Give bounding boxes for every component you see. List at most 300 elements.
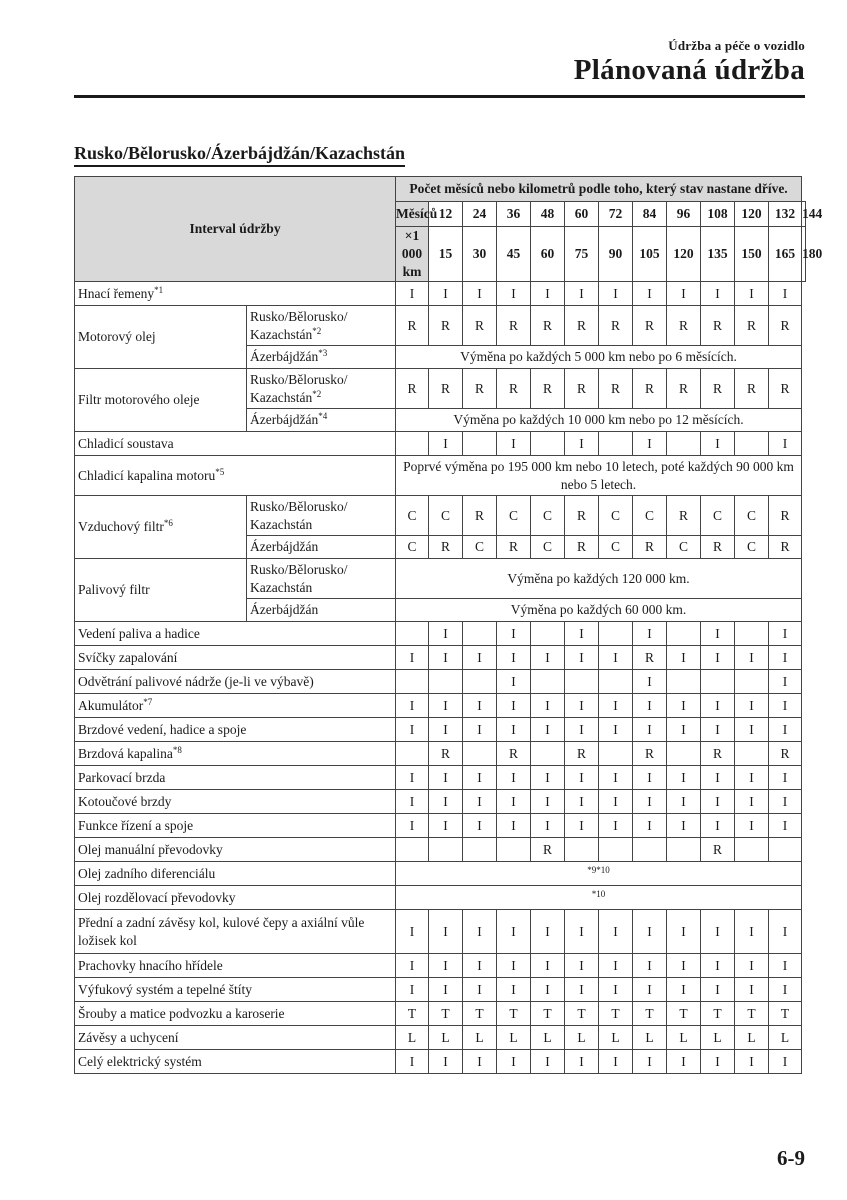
- schedule-cell: [565, 838, 599, 862]
- schedule-cell-text: C: [610, 539, 620, 554]
- schedule-cell-text: R: [407, 317, 417, 333]
- schedule-cell: [531, 954, 565, 978]
- schedule-cell: [701, 1002, 735, 1026]
- schedule-cell: [497, 978, 531, 1002]
- km-label: [396, 227, 429, 282]
- months-label-text: Měsíců: [396, 206, 438, 221]
- schedule-cell-text: I: [715, 817, 720, 833]
- schedule-cell: [633, 369, 667, 409]
- schedule-cell: [735, 718, 769, 742]
- km-header-text: 120: [673, 246, 694, 261]
- km-header: [497, 227, 531, 282]
- schedule-cell: [497, 742, 531, 766]
- schedule-cell-text: I: [579, 285, 584, 301]
- schedule-cell: [497, 646, 531, 670]
- schedule-cell: [463, 790, 497, 814]
- km-header-text: 105: [639, 246, 660, 261]
- schedule-cell: [633, 742, 667, 766]
- schedule-cell-text: I: [749, 817, 754, 833]
- schedule-cell: [429, 622, 463, 646]
- schedule-cell-text: I: [579, 649, 584, 665]
- schedule-cell-text: I: [443, 957, 448, 973]
- schedule-cell-text: I: [409, 769, 415, 785]
- schedule-cell: [531, 622, 565, 646]
- schedule-cell-text: I: [443, 923, 448, 939]
- schedule-cell: [769, 742, 802, 766]
- region-label-text: Rusko/Bělorusko/ Kazachstán: [250, 308, 348, 342]
- schedule-cell-text: I: [715, 721, 720, 737]
- region-label: [247, 599, 396, 622]
- schedule-cell: [599, 910, 633, 954]
- schedule-cell: [633, 646, 667, 670]
- schedule-cell-text: I: [715, 957, 720, 973]
- schedule-cell-text: I: [749, 793, 754, 809]
- schedule-cell: [396, 742, 429, 766]
- schedule-cell: [429, 694, 463, 718]
- schedule-cell-text: I: [579, 721, 584, 737]
- schedule-cell-text: I: [579, 625, 584, 641]
- schedule-cell: [396, 790, 429, 814]
- item-label: [75, 1002, 396, 1026]
- table-row: [75, 814, 806, 838]
- km-header: [565, 227, 599, 282]
- schedule-cell: [599, 622, 633, 646]
- schedule-cell-text: I: [681, 1053, 686, 1069]
- schedule-cell-text: I: [443, 981, 448, 997]
- schedule-cell: [429, 742, 463, 766]
- schedule-cell: [429, 814, 463, 838]
- schedule-cell: [429, 910, 463, 954]
- schedule-cell-text: I: [715, 285, 720, 301]
- schedule-cell-text: I: [715, 697, 720, 713]
- month-header-text: 96: [676, 206, 691, 221]
- table-row: [75, 742, 806, 766]
- schedule-cell: [667, 306, 701, 346]
- month-header: [531, 202, 565, 227]
- km-header-text: 180: [802, 246, 823, 261]
- schedule-cell: [599, 790, 633, 814]
- schedule-cell-text: L: [611, 1029, 620, 1045]
- schedule-cell-text: I: [579, 957, 584, 973]
- schedule-cell: [735, 838, 769, 862]
- schedule-cell: [429, 766, 463, 790]
- schedule-cell: [667, 814, 701, 838]
- table-row: [75, 1002, 806, 1026]
- item-label: [75, 838, 396, 862]
- item-label: [75, 1026, 396, 1050]
- schedule-cell: [429, 369, 463, 409]
- schedule-cell-text: T: [611, 1005, 620, 1021]
- schedule-cell: [769, 814, 802, 838]
- schedule-cell: [531, 814, 565, 838]
- schedule-cell-text: I: [782, 769, 788, 785]
- km-header-text: 165: [774, 246, 796, 261]
- schedule-cell-text: I: [409, 697, 415, 713]
- schedule-cell: [497, 432, 531, 456]
- item-label: [75, 622, 396, 646]
- schedule-cell-text: I: [749, 923, 754, 939]
- schedule-cell-text: I: [511, 793, 516, 809]
- schedule-cell-text: I: [477, 817, 482, 833]
- schedule-cell-text: I: [647, 673, 652, 689]
- schedule-cell-text: I: [681, 769, 686, 785]
- item-label: [75, 910, 396, 954]
- schedule-cell-text: I: [647, 793, 652, 809]
- schedule-cell-text: C: [712, 507, 722, 523]
- region-label: [247, 536, 396, 559]
- schedule-cell: [463, 814, 497, 838]
- table-row: [75, 282, 806, 306]
- schedule-cell-text: I: [613, 923, 618, 939]
- region-label-text: Ázerbájdžán: [250, 602, 319, 617]
- schedule-cell: [633, 1026, 667, 1050]
- schedule-cell: [701, 954, 735, 978]
- schedule-cell: [396, 646, 429, 670]
- schedule-cell-text: R: [508, 539, 518, 554]
- schedule-cell: [633, 282, 667, 306]
- item-label: [75, 694, 396, 718]
- schedule-cell: [531, 369, 565, 409]
- schedule-cell: [429, 282, 463, 306]
- schedule-cell: [701, 496, 735, 536]
- table-row: [75, 718, 806, 742]
- schedule-cell: [633, 536, 667, 559]
- table-row: [75, 177, 806, 202]
- schedule-cell: [531, 306, 565, 346]
- month-header: [735, 202, 769, 227]
- km-header-text: 15: [438, 246, 453, 261]
- schedule-cell: [531, 978, 565, 1002]
- schedule-cell-text: I: [443, 1053, 448, 1069]
- schedule-cell: [701, 1050, 735, 1074]
- schedule-cell: [565, 694, 599, 718]
- schedule-cell: [531, 766, 565, 790]
- schedule-cell-text: I: [545, 697, 550, 713]
- schedule-cell-text: I: [511, 769, 516, 785]
- schedule-cell: [667, 369, 701, 409]
- schedule-cell: [565, 282, 599, 306]
- schedule-cell-text: I: [545, 769, 550, 785]
- item-label: [75, 369, 247, 432]
- schedule-cell-text: I: [647, 435, 652, 451]
- schedule-cell: [463, 1026, 497, 1050]
- schedule-cell: [701, 432, 735, 456]
- schedule-cell: [463, 1050, 497, 1074]
- schedule-cell: [633, 766, 667, 790]
- schedule-cell: [769, 718, 802, 742]
- schedule-cell-text: I: [579, 1053, 584, 1069]
- schedule-cell: [565, 306, 599, 346]
- schedule-cell: [463, 742, 497, 766]
- chapter-title: Údržba a péče o vozidlo: [668, 38, 805, 53]
- item-label: [75, 1050, 396, 1074]
- schedule-cell: [463, 646, 497, 670]
- schedule-cell: [497, 1050, 531, 1074]
- schedule-cell-text: R: [644, 539, 654, 554]
- schedule-cell: [667, 496, 701, 536]
- schedule-cell-text: I: [681, 285, 686, 301]
- schedule-cell-text: I: [647, 923, 652, 939]
- item-label-text: Celý elektrický systém: [78, 1053, 202, 1069]
- schedule-cell: [565, 954, 599, 978]
- schedule-cell-text: I: [715, 981, 720, 997]
- item-label-text: Vzduchový filtr: [78, 519, 164, 534]
- schedule-cell-text: I: [613, 649, 618, 665]
- schedule-cell-text: C: [542, 507, 552, 523]
- table-row: [75, 1026, 806, 1050]
- schedule-cell: [531, 1002, 565, 1026]
- schedule-cell-text: I: [477, 957, 482, 973]
- schedule-cell: [497, 718, 531, 742]
- schedule-cell: [565, 766, 599, 790]
- schedule-cell: [735, 1050, 769, 1074]
- schedule-cell: [531, 496, 565, 536]
- schedule-cell-text: R: [644, 745, 654, 761]
- schedule-cell: [701, 814, 735, 838]
- schedule-cell-text: L: [780, 1029, 790, 1045]
- interval-banner: [396, 177, 802, 202]
- schedule-cell: [667, 1026, 701, 1050]
- schedule-note: [396, 346, 802, 369]
- item-label-text: Hnací řemeny: [78, 285, 155, 301]
- schedule-cell-text: C: [508, 507, 518, 523]
- schedule-cell-text: I: [409, 957, 415, 973]
- schedule-cell-text: R: [440, 745, 450, 761]
- item-label-text: Chladicí soustava: [78, 435, 174, 451]
- schedule-cell: [429, 1026, 463, 1050]
- schedule-note-text: Výměna po každých 120 000 km.: [507, 570, 690, 586]
- schedule-cell: [769, 432, 802, 456]
- schedule-cell: [396, 766, 429, 790]
- schedule-cell: [531, 646, 565, 670]
- schedule-cell-text: I: [715, 769, 720, 785]
- schedule-cell-text: R: [576, 380, 586, 396]
- month-header-text: 60: [574, 206, 589, 221]
- schedule-cell: [667, 954, 701, 978]
- schedule-cell-text: C: [407, 507, 417, 523]
- schedule-cell-text: I: [579, 923, 584, 939]
- schedule-cell: [429, 670, 463, 694]
- schedule-cell-text: I: [681, 793, 686, 809]
- table-row: [75, 670, 806, 694]
- schedule-cell-text: I: [579, 793, 584, 809]
- schedule-cell: [599, 742, 633, 766]
- region-label-text: Rusko/Bělorusko/ Kazachstán: [250, 371, 348, 405]
- schedule-cell-text: I: [681, 923, 686, 939]
- schedule-cell-text: I: [477, 285, 482, 301]
- schedule-cell-text: I: [511, 1053, 516, 1069]
- item-label: [75, 790, 396, 814]
- schedule-cell-text: I: [681, 697, 686, 713]
- schedule-cell-text: I: [613, 721, 618, 737]
- schedule-cell: [667, 790, 701, 814]
- schedule-cell: [497, 1002, 531, 1026]
- footnote-marker: *5: [215, 466, 225, 477]
- schedule-cell-text: C: [474, 539, 484, 554]
- schedule-cell: [701, 978, 735, 1002]
- schedule-cell-text: I: [409, 721, 415, 737]
- schedule-cell: [599, 1002, 633, 1026]
- schedule-cell: [531, 670, 565, 694]
- region-label: [247, 559, 396, 599]
- schedule-cell-text: I: [443, 435, 448, 451]
- schedule-cell: [735, 742, 769, 766]
- schedule-cell: [599, 1026, 633, 1050]
- schedule-cell: [667, 536, 701, 559]
- schedule-cell: [429, 1050, 463, 1074]
- schedule-cell-text: R: [407, 380, 417, 396]
- schedule-cell-text: I: [579, 769, 584, 785]
- table-row: [75, 1050, 806, 1074]
- schedule-cell-text: I: [647, 697, 652, 713]
- schedule-cell: [531, 838, 565, 862]
- schedule-cell: [565, 742, 599, 766]
- schedule-cell: [463, 670, 497, 694]
- schedule-cell-text: R: [576, 745, 586, 761]
- schedule-cell-text: I: [477, 923, 482, 939]
- month-header: [769, 202, 802, 227]
- schedule-cell-text: C: [746, 507, 756, 523]
- schedule-cell: [396, 670, 429, 694]
- schedule-cell: [769, 1026, 802, 1050]
- schedule-cell-text: R: [576, 317, 586, 333]
- schedule-cell-text: I: [477, 793, 482, 809]
- km-header: [429, 227, 463, 282]
- schedule-cell: [497, 766, 531, 790]
- schedule-cell-text: I: [749, 697, 754, 713]
- schedule-note: [396, 599, 802, 622]
- schedule-cell-text: I: [715, 923, 720, 939]
- schedule-cell-text: T: [407, 1005, 417, 1021]
- footnote-marker: *2: [312, 325, 322, 336]
- schedule-cell: [497, 496, 531, 536]
- schedule-cell-text: I: [511, 673, 516, 689]
- schedule-cell-text: I: [579, 817, 584, 833]
- schedule-cell: [429, 718, 463, 742]
- schedule-cell-text: I: [782, 817, 788, 833]
- item-label-text: Brzdové vedení, hadice a spoje: [78, 721, 247, 737]
- schedule-cell: [701, 718, 735, 742]
- schedule-cell: [565, 1050, 599, 1074]
- schedule-cell-text: R: [474, 317, 484, 333]
- schedule-cell: [667, 718, 701, 742]
- region-label: [247, 409, 396, 432]
- schedule-cell-text: T: [747, 1005, 756, 1021]
- schedule-cell-text: L: [407, 1029, 417, 1045]
- schedule-cell-text: I: [409, 1053, 415, 1069]
- schedule-cell-text: I: [715, 435, 720, 451]
- schedule-cell-text: T: [780, 1005, 790, 1021]
- schedule-cell-text: T: [543, 1005, 552, 1021]
- schedule-cell: [599, 694, 633, 718]
- schedule-cell-text: R: [712, 539, 722, 554]
- month-header-text: 24: [472, 206, 487, 221]
- schedule-cell: [599, 536, 633, 559]
- schedule-cell-text: I: [579, 435, 584, 451]
- schedule-cell-text: I: [477, 697, 482, 713]
- schedule-cell: [531, 790, 565, 814]
- schedule-cell: [497, 369, 531, 409]
- schedule-cell: [565, 814, 599, 838]
- month-header-text: 120: [741, 206, 762, 221]
- item-label-text: Filtr motorového oleje: [78, 392, 200, 407]
- schedule-cell: [429, 432, 463, 456]
- schedule-cell: [429, 306, 463, 346]
- page-title: Plánovaná údržba: [573, 54, 805, 86]
- schedule-cell: [396, 369, 429, 409]
- region-label: [247, 306, 396, 346]
- schedule-cell: [769, 838, 802, 862]
- schedule-cell-text: I: [749, 721, 754, 737]
- schedule-cell-text: I: [511, 817, 516, 833]
- month-header: [565, 202, 599, 227]
- schedule-cell: [565, 978, 599, 1002]
- schedule-cell: [769, 369, 802, 409]
- schedule-cell: [769, 496, 802, 536]
- item-label: [75, 886, 396, 910]
- schedule-cell-text: R: [644, 317, 654, 333]
- schedule-cell-text: R: [780, 317, 790, 333]
- schedule-cell: [633, 306, 667, 346]
- schedule-cell: [633, 910, 667, 954]
- schedule-cell: [735, 766, 769, 790]
- month-header: [463, 202, 497, 227]
- region-label-text: Ázerbájdžán: [250, 349, 319, 364]
- schedule-cell-text: R: [712, 380, 722, 396]
- schedule-cell: [667, 694, 701, 718]
- schedule-cell: [463, 954, 497, 978]
- schedule-cell-text: R: [780, 745, 790, 761]
- footnote-marker: *3: [318, 348, 328, 358]
- schedule-note: [396, 559, 802, 599]
- schedule-cell-text: I: [613, 1053, 618, 1069]
- schedule-cell-text: R: [474, 507, 484, 523]
- schedule-cell: [565, 718, 599, 742]
- schedule-cell-text: I: [782, 981, 788, 997]
- schedule-cell: [396, 978, 429, 1002]
- schedule-cell-text: C: [440, 507, 450, 523]
- schedule-cell: [531, 1026, 565, 1050]
- schedule-cell: [769, 694, 802, 718]
- region-label: [247, 496, 396, 536]
- schedule-cell: [463, 766, 497, 790]
- schedule-cell-text: C: [610, 507, 620, 523]
- months-label: [396, 202, 438, 227]
- item-label-text: Výfukový systém a tepelné štíty: [78, 981, 252, 997]
- schedule-cell-text: I: [477, 1053, 482, 1069]
- schedule-note-text: Výměna po každých 5 000 km nebo po 6 měsících.: [460, 349, 737, 364]
- schedule-cell-text: I: [782, 285, 788, 301]
- schedule-cell-text: R: [610, 380, 620, 396]
- schedule-cell: [463, 718, 497, 742]
- km-header-text: 150: [741, 246, 762, 261]
- item-label: [75, 862, 396, 886]
- schedule-cell: [633, 432, 667, 456]
- schedule-cell-text: I: [647, 981, 652, 997]
- schedule-cell: [633, 1002, 667, 1026]
- km-header: [701, 227, 735, 282]
- schedule-cell-text: I: [749, 981, 754, 997]
- schedule-cell: [463, 910, 497, 954]
- schedule-cell-text: L: [679, 1029, 688, 1045]
- schedule-cell: [667, 742, 701, 766]
- schedule-cell: [633, 1050, 667, 1074]
- schedule-cell-text: I: [613, 697, 618, 713]
- schedule-cell: [396, 1050, 429, 1074]
- km-header-text: 30: [472, 246, 487, 261]
- schedule-cell-text: R: [474, 380, 484, 396]
- schedule-cell-text: I: [545, 923, 550, 939]
